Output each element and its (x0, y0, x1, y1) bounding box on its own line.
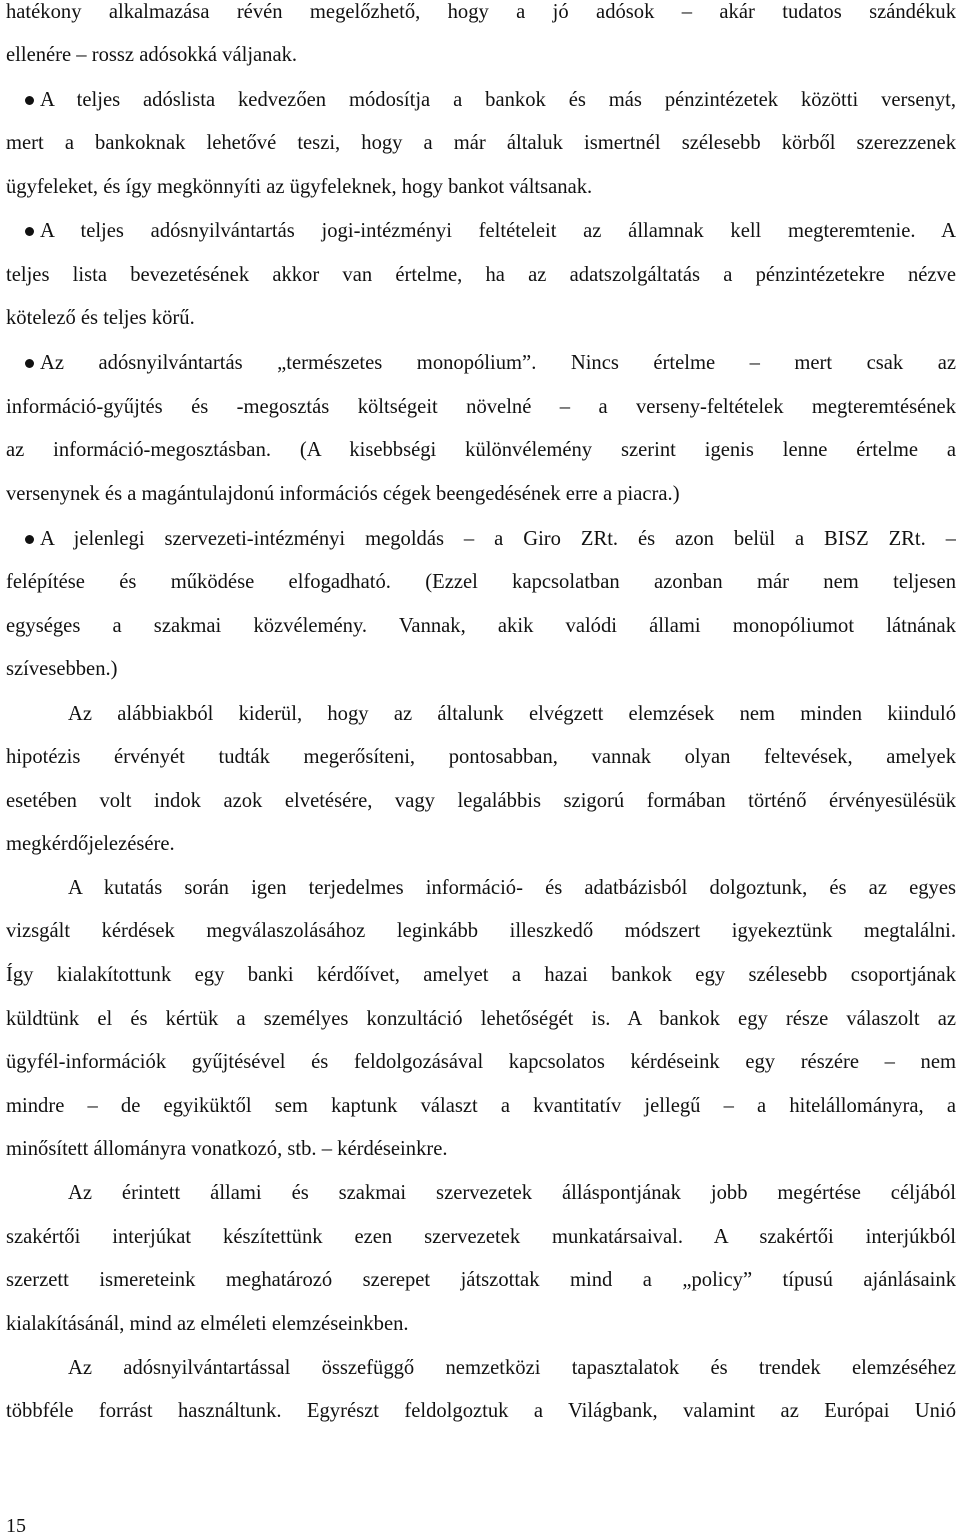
bullet-item-line: A jelenlegi szervezeti-intézményi megoldás – a Giro ZRt. és azon belül a BISZ ZRt. – (40, 528, 956, 550)
bullet-item-line: A teljes adóslista kedvezően módosítja a bankok és más pénzintézetek közötti versenyt, (40, 89, 956, 111)
text-line: mert a bankoknak lehetővé teszi, hogy a már általuk ismertnél szélesebb körből szerezzenek (6, 132, 956, 154)
page-number: 15 (6, 1515, 26, 1537)
text-line: minősített állományra vonatkozó, stb. – kérdéseinkre. (6, 1138, 448, 1160)
paragraph-first-line: Az adósnyilvántartással összefüggő nemzetközi tapasztalatok és trendek elemzéséhez (68, 1357, 956, 1379)
text-line: szívesebben.) (6, 658, 118, 680)
paragraph-first-line: Az alábbiakból kiderül, hogy az általunk elvégzett elemzések nem minden kiinduló (68, 703, 956, 725)
text-line: esetében volt indok azok elvetésére, vagy legalábbis szigorú formában történő érvényesülésük (6, 790, 956, 812)
text-line: teljes lista bevezetésének akkor van értelme, ha az adatszolgáltatás a pénzintézetekre nézve (6, 264, 956, 286)
text-line: megkérdőjelezésére. (6, 833, 175, 855)
text-line: hatékony alkalmazása révén megelőzhető, hogy a jó adósok – akár tudatos szándékuk (6, 1, 956, 23)
text-line: ellenére – rossz adósokká váljanak. (6, 44, 298, 66)
text-line: kialakításánál, mind az elméleti elemzéseinkben. (6, 1313, 409, 1335)
text-line: ügyfeleket, és így megkönnyíti az ügyfeleknek, hogy bankot váltsanak. (6, 176, 593, 198)
text-line: küldtünk el és kértük a személyes konzultáció lehetőségét is. A bankok egy része válaszolt az (6, 1008, 956, 1030)
bullet-item-line: A teljes adósnyilvántartás jogi-intézményi feltételeit az államnak kell megteremtenie. A (40, 220, 956, 242)
text-line: hipotézis érvényét tudták megerősíteni, pontosabban, vannak olyan feltevések, amelyek (6, 746, 956, 768)
text-line: versenynek és a magántulajdonú információs cégek beengedésének erre a piacra.) (6, 483, 680, 505)
text-line: vizsgált kérdések megválaszolásához leginkább illeszkedő módszert igyekeztünk megtalálni. (6, 920, 956, 942)
text-line: ügyfél-információk gyűjtésével és feldolgozásával kapcsolatos kérdéseink egy részére – nem (6, 1051, 956, 1073)
text-line: szerzett ismereteink meghatározó szerepet játszottak mind a „policy” típusú ajánlásaink (6, 1269, 956, 1291)
text-line: egységes a szakmai közvélemény. Vannak, akik valódi állami monopóliumot látnának (6, 615, 956, 637)
text-line: többféle forrást használtunk. Egyrészt feldolgoztuk a Világbank, valamint az Európai Unió (6, 1400, 956, 1422)
text-line: az információ-megosztásban. (A kisebbségi különvélemény szerint igenis lenne értelme a (6, 439, 956, 461)
paragraph-first-line: Az érintett állami és szakmai szervezetek álláspontjának jobb megértése céljából (68, 1182, 956, 1204)
text-line: Így kialakítottunk egy banki kérdőívet, amelyet a hazai bankok egy szélesebb csoportjának (6, 964, 956, 986)
text-line: kötelező és teljes körű. (6, 307, 195, 329)
text-line: információ-gyűjtés és -megosztás költségeit növelné – a verseny-feltételek megteremtésének (6, 396, 956, 418)
text-line: felépítése és működése elfogadható. (Ezzel kapcsolatban azonban már nem teljesen (6, 571, 956, 593)
text-line: szakértői interjúkat készítettünk ezen szervezetek munkatársaival. A szakértői interjúkból (6, 1226, 956, 1248)
bullet-item-line: Az adósnyilvántartás „természetes monopólium”. Nincs értelme – mert csak az (40, 352, 956, 374)
paragraph-first-line: A kutatás során igen terjedelmes információ- és adatbázisból dolgoztunk, és az egyes (68, 877, 956, 899)
text-line: mindre – de egyiküktől sem kaptunk választ a kvantitatív jellegű – a hitelállományra, a (6, 1095, 956, 1117)
